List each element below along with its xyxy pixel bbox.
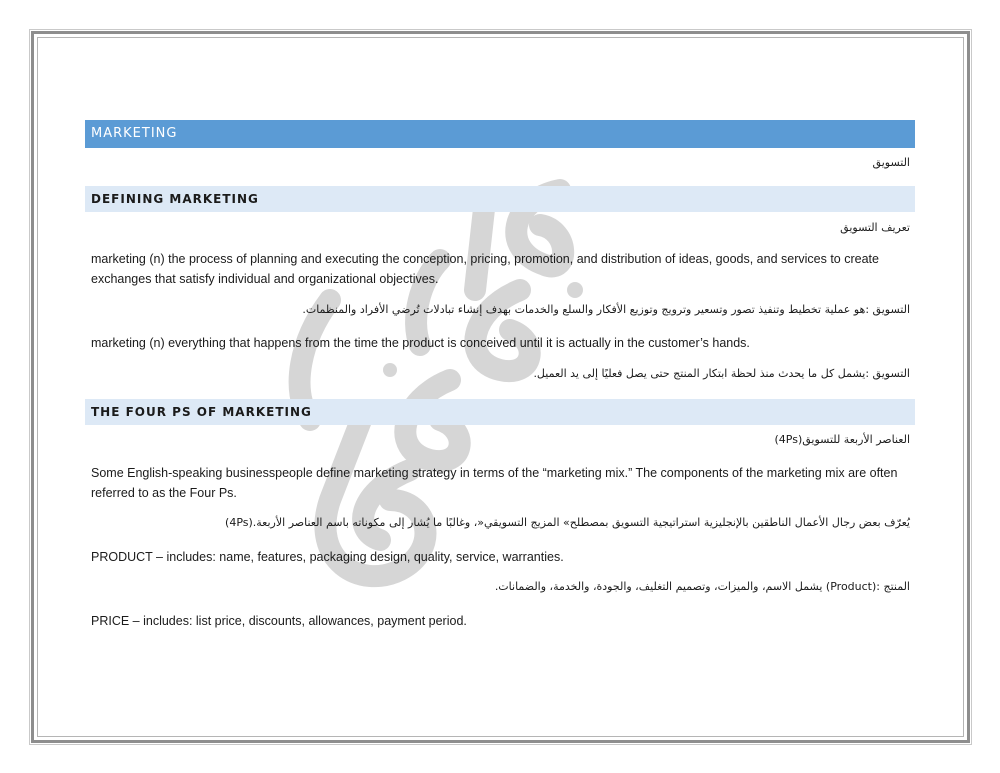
heading-defining-marketing: DEFINING MARKETING [85,186,915,212]
heading-marketing: MARKETING [85,120,915,148]
arabic-title-four-ps: العناصر الأربعة للتسويق(4Ps) [774,433,910,446]
product-ar: المنتج :(Product) يشمل الاسم، والميزات، وتصميم التغليف، والجودة، والخدمة، والضمانات. [494,580,910,593]
price-en: PRICE – includes: list price, discounts, allowances, payment period. [91,614,467,628]
arabic-title-marketing: التسويق [872,156,910,169]
definition-1-ar: التسويق :هو عملية تخطيط وتنفيذ تصور وتسعير وترويج وتوزيع الأفكار والسلع والخدمات بهدف إنشاء تبادلات تُرضي الأفراد والمنظمات. [302,303,910,316]
product-en: PRODUCT – includes: name, features, packaging design, quality, service, warranties. [91,550,564,564]
four-ps-intro-ar: يُعرّف بعض رجال الأعمال الناطقين بالإنجليزية استراتيجية التسويق بمصطلح» المزيج التسويقي«، وغالبًا ما يُشار إلى مكوناته باسم العناصر الأربعة.(4Ps) [225,516,910,529]
definition-2-en: marketing (n) everything that happens from the time the product is conceived until it is actually in the customer’s hands. [91,336,750,350]
arabic-title-defining: تعريف التسويق [840,221,910,234]
heading-four-ps: THE FOUR PS OF MARKETING [85,399,915,425]
four-ps-intro-en: Some English-speaking businesspeople define marketing strategy in terms of the “marketing mix.” The components of the marketing mix are often referred to as the Four Ps. [91,466,898,500]
definition-1-en: marketing (n) the process of planning and executing the conception, pricing, promotion, and distribution of ideas, goods, and services to create exchanges that satisfy individual and organizational objectives. [91,252,879,286]
definition-2-ar: التسويق :يشمل كل ما يحدث منذ لحظة ابتكار المنتج حتى يصل فعليًا إلى يد العميل. [533,367,910,380]
